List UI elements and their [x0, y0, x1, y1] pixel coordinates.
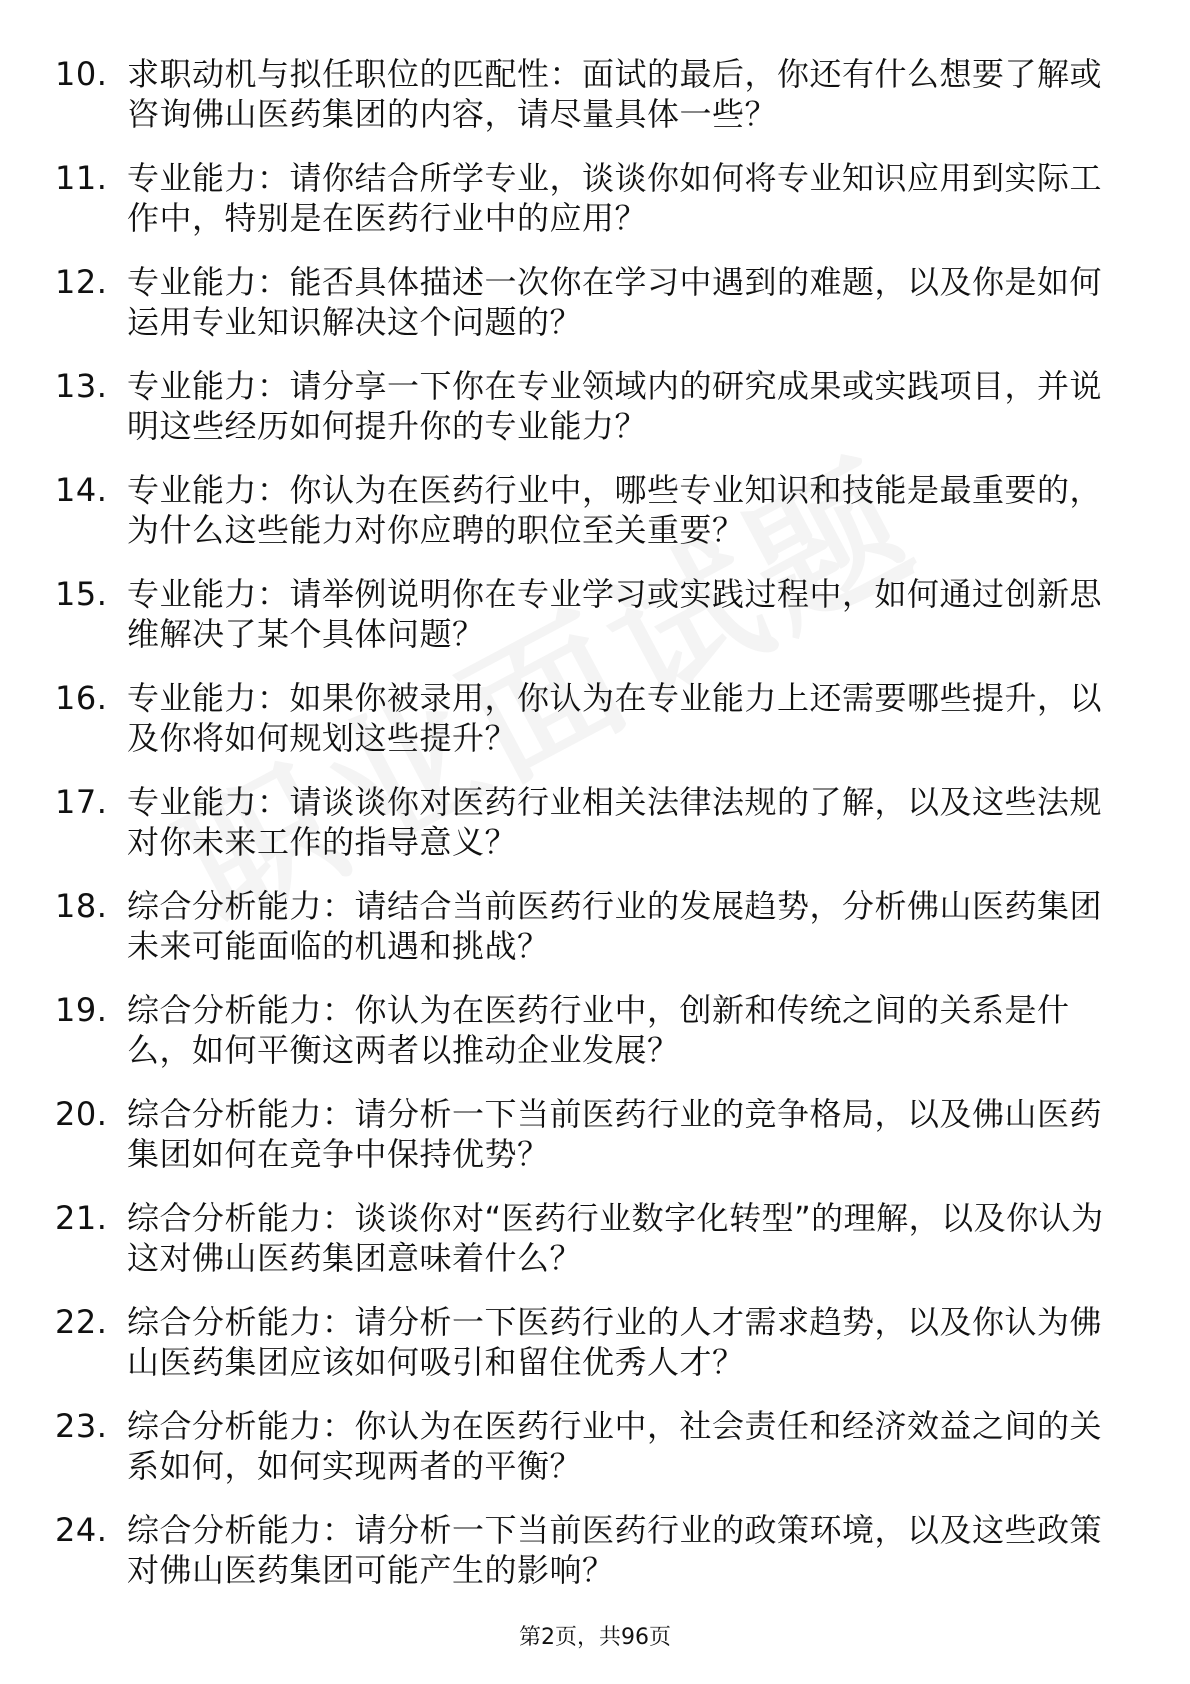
question-item: [55, 470, 1115, 550]
question-item: [55, 262, 1115, 342]
question-number: 17.: [55, 783, 108, 821]
page-number-footer: 第2页，共96页: [519, 1625, 671, 1650]
question-text: 专业能力：请你结合所学专业，谈谈你如何将专业知识应用到实际工作中，特别是在医药行业中的应用？: [127, 159, 1103, 237]
question-item: [55, 782, 1115, 862]
question-text: 综合分析能力：请分析一下当前医药行业的政策环境，以及这些政策对佛山医药集团可能产生的影响？: [127, 1511, 1103, 1589]
question-text: 专业能力：请谈谈你对医药行业相关法律法规的了解，以及这些法规对你未来工作的指导意义？: [127, 783, 1103, 861]
question-item: [55, 678, 1115, 758]
question-text: 求职动机与拟任职位的匹配性：面试的最后，你还有什么想要了解或咨询佛山医药集团的内容，请尽量具体一些？: [127, 55, 1103, 133]
question-text: 专业能力：请分享一下你在专业领域内的研究成果或实践项目，并说明这些经历如何提升你的专业能力？: [127, 367, 1103, 445]
question-text: 综合分析能力：请结合当前医药行业的发展趋势，分析佛山医药集团未来可能面临的机遇和挑战？: [127, 887, 1103, 965]
question-item: [55, 990, 1115, 1070]
question-text: 综合分析能力：谈谈你对“医药行业数字化转型”的理解，以及你认为这对佛山医药集团意味着什么？: [127, 1199, 1104, 1277]
question-item: [55, 886, 1115, 966]
question-text: 专业能力：请举例说明你在专业学习或实践过程中，如何通过创新思维解决了某个具体问题？: [127, 575, 1103, 653]
question-number: 21.: [55, 1199, 108, 1237]
question-text: 综合分析能力：你认为在医药行业中，创新和传统之间的关系是什么，如何平衡这两者以推动企业发展？: [127, 991, 1070, 1069]
question-number: 13.: [55, 367, 108, 405]
question-item: [55, 1510, 1115, 1590]
question-number: 14.: [55, 471, 108, 509]
question-text: 专业能力：你认为在医药行业中，哪些专业知识和技能是最重要的，为什么这些能力对你应聘的职位至关重要？: [127, 471, 1103, 549]
question-number: 22.: [55, 1303, 108, 1341]
question-item: [55, 1406, 1115, 1486]
question-item: [55, 1198, 1115, 1278]
question-text: 综合分析能力：你认为在医药行业中，社会责任和经济效益之间的关系如何，如何实现两者的平衡？: [127, 1407, 1103, 1485]
question-text: 综合分析能力：请分析一下医药行业的人才需求趋势，以及你认为佛山医药集团应该如何吸引和留住优秀人才？: [127, 1303, 1103, 1381]
question-number: 24.: [55, 1511, 108, 1549]
question-item: [55, 574, 1115, 654]
question-number: 11.: [55, 159, 108, 197]
question-list: [55, 54, 1115, 1614]
question-number: 23.: [55, 1407, 108, 1445]
question-item: [55, 158, 1115, 238]
question-text: 综合分析能力：请分析一下当前医药行业的竞争格局，以及佛山医药集团如何在竞争中保持优势？: [127, 1095, 1103, 1173]
question-item: [55, 54, 1115, 134]
question-text: 专业能力：能否具体描述一次你在学习中遇到的难题，以及你是如何运用专业知识解决这个问题的？: [127, 263, 1103, 341]
question-number: 16.: [55, 679, 108, 717]
question-number: 19.: [55, 991, 108, 1029]
question-text: 专业能力：如果你被录用，你认为在专业能力上还需要哪些提升，以及你将如何规划这些提升？: [127, 679, 1103, 757]
question-item: [55, 1302, 1115, 1382]
question-number: 12.: [55, 263, 108, 301]
question-number: 18.: [55, 887, 108, 925]
question-number: 15.: [55, 575, 108, 613]
question-item: [55, 366, 1115, 446]
question-number: 10.: [55, 55, 108, 93]
question-item: [55, 1094, 1115, 1174]
question-number: 20.: [55, 1095, 108, 1133]
